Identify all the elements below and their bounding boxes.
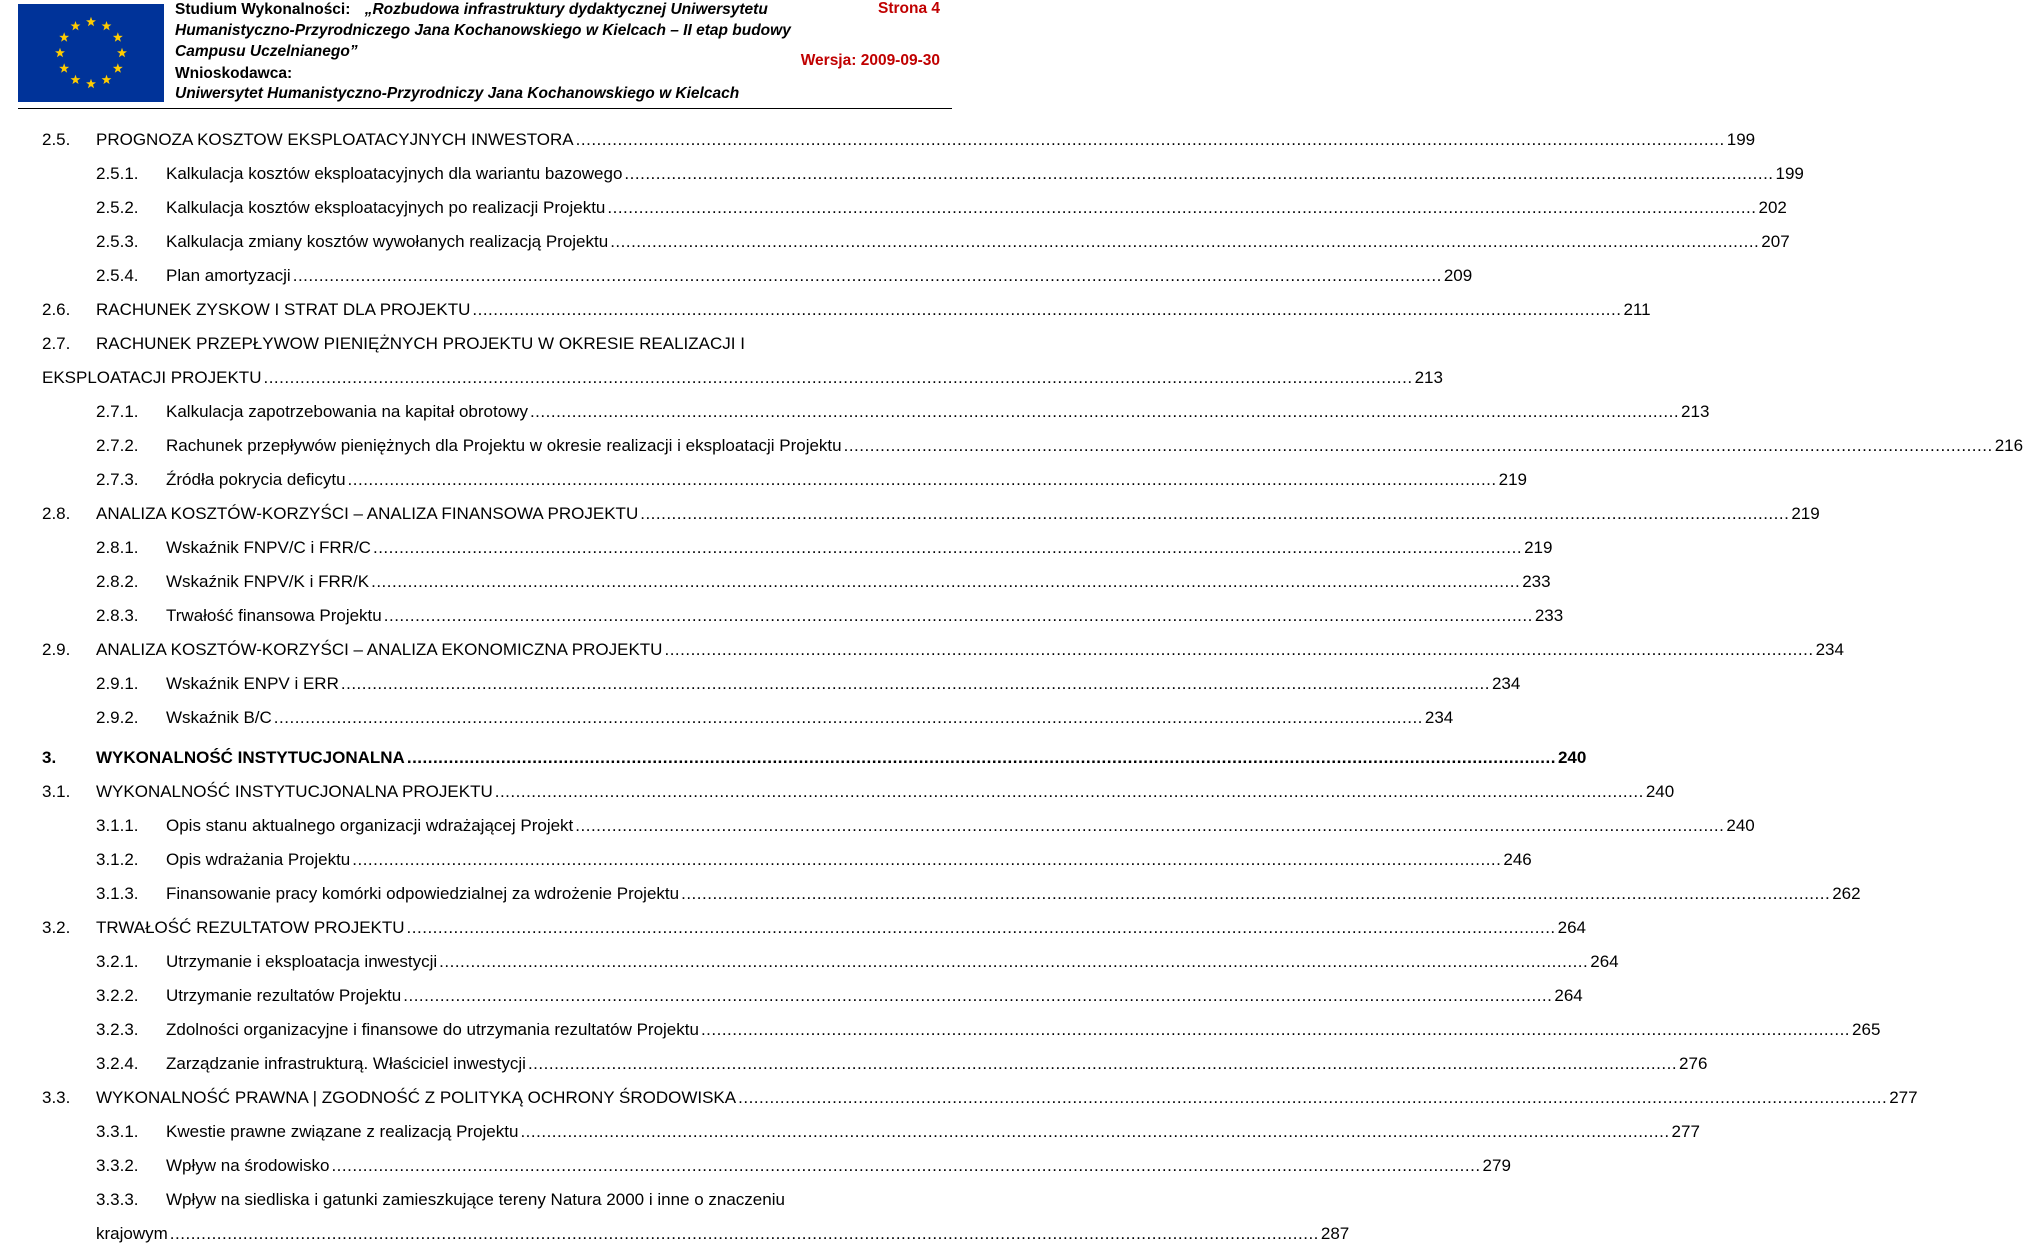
toc-entry[interactable] (0, 1084, 1918, 1112)
toc-entry[interactable] (0, 398, 1710, 426)
toc-leader-dots: ............................................................................................................................................................................................................................ (403, 986, 1553, 1005)
toc-entry[interactable] (0, 500, 1820, 528)
toc-entry-number: 3.3.1. (96, 1122, 139, 1141)
toc-entry[interactable] (0, 812, 1755, 840)
toc-entry-page: 219 (1524, 538, 1553, 557)
toc-entry-number: 2.7. (42, 334, 71, 353)
toc-leader-dots: ............................................................................................................................................................................................................................ (406, 748, 1556, 767)
toc-entry-number: 2.5.1. (96, 164, 139, 183)
toc-entry-title: Kalkulacja kosztów eksploatacyjnych po realizacji Projektu (166, 198, 606, 217)
toc-entry-page: 277 (1889, 1088, 1918, 1107)
toc-entry-number: 2.8.1. (96, 538, 139, 557)
toc-entry[interactable] (0, 1186, 960, 1214)
toc-entry-number: 3.1. (42, 782, 71, 801)
toc-entry-number: 2.8.2. (96, 572, 139, 591)
toc-entry-page: 202 (1758, 198, 1787, 217)
toc-entry-title: WYKONALNOŚĆ INSTYTUCJONALNA PROJEKTU (96, 782, 493, 801)
toc-entry-number: 3.2.1. (96, 952, 139, 971)
toc-entry-title: Kalkulacja zmiany kosztów wywołanych realizacją Projektu (166, 232, 609, 251)
toc-entry-number: 2.5.2. (96, 198, 139, 217)
version-label: Wersja: 2009-09-30 (800, 52, 940, 69)
toc-leader-dots: ............................................................................................................................................................................................................................ (331, 1156, 1481, 1175)
applicant-name: Uniwersytet Humanistyczno-Przyrodniczy Jana Kochanowskiego w Kielcach (175, 85, 740, 102)
toc-entry-page: 265 (1852, 1020, 1881, 1039)
toc-entry-page: 234 (1815, 640, 1844, 659)
toc-entry-page: 199 (1775, 164, 1804, 183)
toc-leader-dots: ............................................................................................................................................................................................................................ (575, 816, 1725, 835)
toc-leader-dots: ............................................................................................................................................................................................................................ (263, 368, 1413, 387)
toc-leader-dots: ............................................................................................................................................................................................................................ (607, 198, 1757, 217)
toc-leader-dots: ............................................................................................................................................................................................................................ (520, 1122, 1670, 1141)
toc-entry-number: 2.5. (42, 130, 71, 149)
toc-entry-title: PROGNOZA KOSZTOW EKSPLOATACYJNYCH INWESTORA (96, 130, 574, 149)
toc-entry[interactable] (0, 296, 1651, 324)
toc-entry-title: Kalkulacja zapotrzebowania na kapitał obrotowy (166, 402, 528, 421)
toc-entry-title: RACHUNEK ZYSKOW I STRAT DLA PROJEKTU (96, 300, 471, 319)
toc-entry-title: Wpływ na środowisko (166, 1156, 330, 1175)
toc-entry[interactable] (0, 1152, 1511, 1180)
toc-entry-number: 3.2. (42, 918, 71, 937)
toc-entry-page: 219 (1791, 504, 1820, 523)
study-title-2: Humanistyczno-Przyrodniczego Jana Kochanowskiego w Kielcach – II etap budowy (175, 22, 791, 39)
toc-leader-dots: ............................................................................................................................................................................................................................ (624, 164, 1774, 183)
toc-entry-page: 213 (1414, 368, 1443, 387)
toc-entry-number: 2.9.1. (96, 674, 139, 693)
toc-entry-number: 2.8.3. (96, 606, 139, 625)
toc-entry-page: 209 (1443, 266, 1473, 285)
toc-entry-title: Opis stanu aktualnego organizacji wdrażającej Projekt (166, 816, 574, 835)
toc-leader-dots: ............................................................................................................................................................................................................................ (494, 782, 1644, 801)
toc-leader-dots: ............................................................................................................................................................................................................................ (664, 640, 1814, 659)
toc-entry[interactable] (0, 126, 1756, 154)
toc-entry[interactable] (0, 1220, 1350, 1248)
toc-entry[interactable] (0, 262, 1473, 290)
toc-entry-title: Wpływ na siedliska i gatunki zamieszkujące tereny Natura 2000 i inne o znaczeniu (166, 1190, 785, 1209)
toc-entry[interactable] (0, 194, 1787, 222)
toc-leader-dots: ............................................................................................................................................................................................................................ (681, 884, 1831, 903)
toc-entry[interactable] (0, 982, 1583, 1010)
eu-flag-icon (18, 4, 164, 102)
toc-leader-dots: ............................................................................................................................................................................................................................ (352, 850, 1502, 869)
toc-entry-page: 287 (1320, 1224, 1350, 1243)
toc-leader-dots: ............................................................................................................................................................................................................................ (169, 1224, 1319, 1243)
toc-entry[interactable] (0, 160, 1804, 188)
toc-entry-title: Zarządzanie infrastrukturą. Właściciel inwestycji (166, 1054, 526, 1073)
toc-leader-dots: ............................................................................................................................................................................................................................ (610, 232, 1760, 251)
toc-leader-dots: ............................................................................................................................................................................................................................ (273, 708, 1423, 727)
toc-entry-title: Utrzymanie rezultatów Projektu (166, 986, 402, 1005)
toc-entry-title: Plan amortyzacji (166, 266, 291, 285)
toc-leader-dots: ............................................................................................................................................................................................................................ (292, 266, 1442, 285)
toc-entry-number: 2.9. (42, 640, 71, 659)
toc-entry-number: 2.7.2. (96, 436, 139, 455)
toc-entry-title: WYKONALNOŚĆ PRAWNA | ZGODNOŚĆ Z POLITYKĄ OCHRONY ŚRODOWISKA (96, 1088, 737, 1107)
toc-entry[interactable] (0, 744, 1587, 772)
toc-leader-dots: ............................................................................................................................................................................................................................ (383, 606, 1533, 625)
toc-entry[interactable] (0, 670, 1521, 698)
toc-entry[interactable] (0, 228, 1790, 256)
toc-leader-dots: ............................................................................................................................................................................................................................ (439, 952, 1589, 971)
toc-entry[interactable] (0, 914, 1587, 942)
toc-entry-number: 3.1.3. (96, 884, 139, 903)
toc-entry-page: 279 (1482, 1156, 1511, 1175)
toc-leader-dots: ............................................................................................................................................................................................................................ (340, 674, 1490, 693)
toc-entry-page: 234 (1491, 674, 1521, 693)
toc-entry-title: WYKONALNOŚĆ INSTYTUCJONALNA (96, 748, 405, 767)
toc-entry-title: TRWAŁOŚĆ REZULTATOW PROJEKTU (96, 918, 405, 937)
toc-leader-dots: ............................................................................................................................................................................................................................ (738, 1088, 1888, 1107)
toc-entry-title: Kalkulacja kosztów eksploatacyjnych dla wariantu bazowego (166, 164, 623, 183)
toc-entry-title: RACHUNEK PRZEPŁYWOW PIENIĘŻNYCH PROJEKTU W OKRESIE REALIZACJI I (96, 334, 745, 353)
toc-entry[interactable] (0, 1118, 1700, 1146)
toc-entry-number: 3.2.3. (96, 1020, 139, 1039)
toc-entry[interactable] (0, 466, 1527, 494)
toc-entry-title: Rachunek przepływów pieniężnych dla Projektu w okresie realizacji i eksploatacji Projektu (166, 436, 842, 455)
toc-entry-title: Kwestie prawne związane z realizacją Projektu (166, 1122, 519, 1141)
study-label: Studium Wykonalności: (175, 1, 351, 18)
toc-entry-number: 3.1.1. (96, 816, 139, 835)
toc-entry-title: krajowym (96, 1224, 168, 1243)
toc-entry-page: 207 (1761, 232, 1790, 251)
toc-entry-number: 3.3.3. (96, 1190, 139, 1209)
toc-leader-dots: ............................................................................................................................................................................................................................ (843, 436, 1993, 455)
toc-entry[interactable] (0, 704, 1454, 732)
page-number-label: Strona 4 (877, 0, 940, 17)
toc-entry[interactable] (0, 948, 1619, 976)
toc-entry[interactable] (0, 364, 1443, 392)
toc-entry-page: 240 (1645, 782, 1675, 801)
toc-entry-page: 264 (1557, 918, 1587, 937)
toc-entry[interactable] (0, 432, 2023, 460)
toc-entry[interactable] (0, 602, 1564, 630)
toc-entry[interactable] (0, 846, 1532, 874)
toc-entry-number: 2.6. (42, 300, 71, 319)
toc-leader-dots: ............................................................................................................................................................................................................................ (347, 470, 1497, 489)
toc-entry-number: 2.8. (42, 504, 71, 523)
toc-leader-dots: ............................................................................................................................................................................................................................ (406, 918, 1556, 937)
toc-entry-page: 262 (1832, 884, 1861, 903)
toc-entry-title: ANALIZA KOSZTÓW-KORZYŚCI – ANALIZA FINANSOWA PROJEKTU (96, 504, 639, 523)
toc-entry-page: 199 (1726, 130, 1756, 149)
toc-entry-title: Zdolności organizacyjne i finansowe do utrzymania rezultatów Projektu (166, 1020, 699, 1039)
toc-entry-number: 2.5.3. (96, 232, 139, 251)
toc-entry-title: Wskaźnik FNPV/C i FRR/C (166, 538, 371, 557)
toc-entry[interactable] (0, 636, 1844, 664)
toc-leader-dots: ............................................................................................................................................................................................................................ (372, 538, 1523, 557)
toc-entry-title: Opis wdrażania Projektu (166, 850, 351, 869)
study-title-3: Campusu Uczelnianego” (175, 43, 358, 60)
toc-entry[interactable] (0, 568, 1551, 596)
toc-entry-number: 3.2.4. (96, 1054, 139, 1073)
toc-entry-page: 276 (1679, 1054, 1708, 1073)
toc-entry-title: ANALIZA KOSZTÓW-KORZYŚCI – ANALIZA EKONOMICZNA PROJEKTU (96, 640, 663, 659)
toc-entry-page: 233 (1534, 606, 1564, 625)
toc-entry-title: Utrzymanie i eksploatacja inwestycji (166, 952, 438, 971)
toc-entry-title: Finansowanie pracy komórki odpowiedzialnej za wdrożenie Projektu (166, 884, 680, 903)
toc-entry-title: Wskaźnik B/C (166, 708, 272, 727)
document-header (0, 0, 960, 112)
toc-entry-page: 264 (1590, 952, 1619, 971)
toc-entry-number: 2.7.3. (96, 470, 139, 489)
toc-entry-number: 2.9.2. (96, 708, 139, 727)
toc-leader-dots: ............................................................................................................................................................................................................................ (529, 402, 1680, 421)
toc-entry-page: 240 (1726, 816, 1755, 835)
toc-entry-page: 240 (1557, 748, 1587, 767)
toc-entry[interactable] (0, 1050, 1708, 1078)
toc-entry[interactable] (0, 778, 1675, 806)
toc-entry-number: 3.2.2. (96, 986, 139, 1005)
toc-entry-number: 2.7.1. (96, 402, 139, 421)
toc-entry-title: Źródła pokrycia deficytu (166, 470, 346, 489)
toc-entry-page: 216 (1994, 436, 2023, 455)
toc-entry-title: Wskaźnik ENPV i ERR (166, 674, 339, 693)
toc-leader-dots: ............................................................................................................................................................................................................................ (472, 300, 1622, 319)
toc-entry[interactable] (0, 534, 1553, 562)
toc-entry-number: 3.3. (42, 1088, 71, 1107)
toc-leader-dots: ............................................................................................................................................................................................................................ (700, 1020, 1851, 1039)
toc-entry-title: Wskaźnik FNPV/K i FRR/K (166, 572, 370, 591)
toc-entry-page: 219 (1498, 470, 1527, 489)
toc-entry-page: 264 (1554, 986, 1583, 1005)
toc-entry-number: 2.5.4. (96, 266, 139, 285)
toc-leader-dots: ............................................................................................................................................................................................................................ (575, 130, 1725, 149)
toc-entry[interactable] (0, 880, 1861, 908)
toc-entry-number: 3. (42, 748, 57, 767)
toc-entry-page: 213 (1681, 402, 1710, 421)
toc-entry-number: 3.1.2. (96, 850, 139, 869)
toc-entry-page: 277 (1671, 1122, 1700, 1141)
toc-entry-page: 211 (1623, 300, 1651, 319)
toc-entry-title: Trwałość finansowa Projektu (166, 606, 382, 625)
toc-entry[interactable] (0, 330, 960, 358)
toc-entry[interactable] (0, 1016, 1881, 1044)
toc-leader-dots: ............................................................................................................................................................................................................................ (640, 504, 1790, 523)
toc-entry-page: 233 (1522, 572, 1551, 591)
toc-leader-dots: ............................................................................................................................................................................................................................ (371, 572, 1521, 591)
study-title-1: „Rozbudowa infrastruktury dydaktycznej Uniwersytetu (364, 1, 768, 18)
applicant-label: Wnioskodawca: (175, 65, 293, 82)
header-divider (18, 108, 952, 109)
toc-entry-number: 3.3.2. (96, 1156, 139, 1175)
toc-entry-page: 246 (1503, 850, 1532, 869)
toc-entry-page: 234 (1424, 708, 1454, 727)
toc-leader-dots: ............................................................................................................................................................................................................................ (527, 1054, 1678, 1073)
toc-entry-title: EKSPLOATACJI PROJEKTU (42, 368, 262, 387)
